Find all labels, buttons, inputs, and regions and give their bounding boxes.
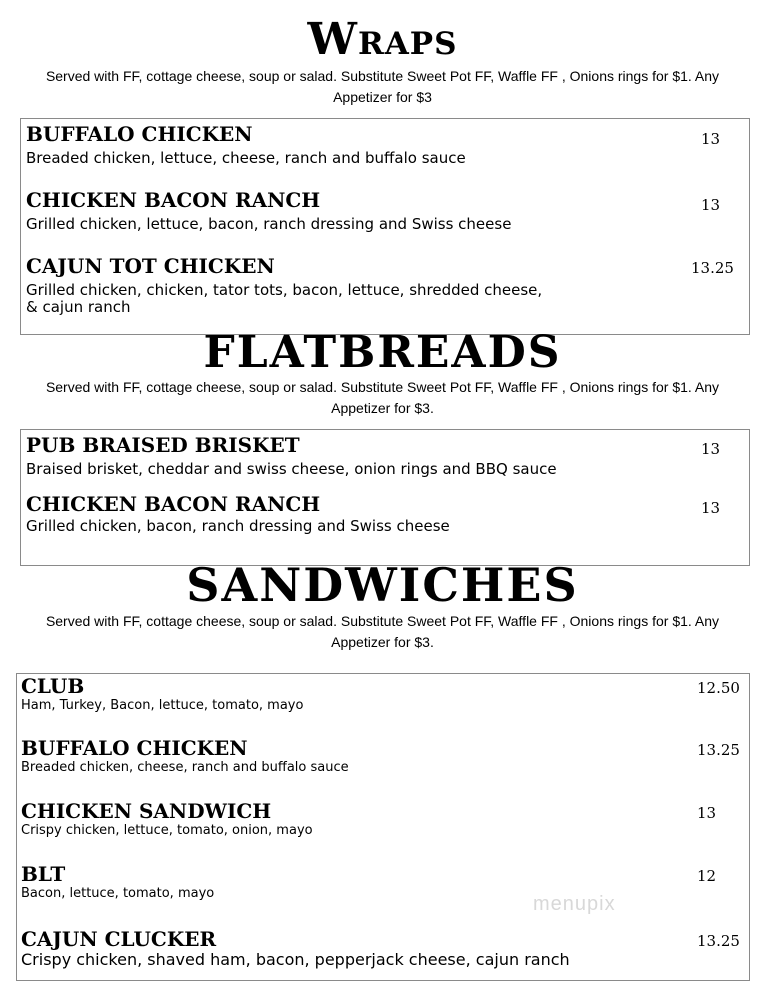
flatbreads-menu-box — [20, 429, 750, 566]
menupix-watermark: menupix — [533, 893, 616, 915]
item-price: 13 — [701, 196, 721, 214]
item-description: Crispy chicken, lettuce, tomato, onion, mayo — [21, 823, 313, 838]
item-description: Grilled chicken, lettuce, bacon, ranch dressing and Swiss cheese — [26, 215, 512, 233]
item-price: 13 — [701, 440, 721, 458]
sandwiches-subtitle: Served with FF, cottage cheese, soup or salad. Substitute Sweet Pot FF, Waffle FF , Onions rings for $1. Any Appetizer for $3. — [45, 613, 720, 650]
sandwiches-heading: SANDWICHES — [186, 558, 579, 612]
wraps-subtitle: Served with FF, cottage cheese, soup or salad. Substitute Sweet Pot FF, Waffle FF , Onions rings for $1. Any Appetizer for $3 — [45, 68, 720, 105]
item-name: BUFFALO CHICKEN — [21, 736, 248, 760]
item-description: Bacon, lettuce, tomato, mayo — [21, 886, 215, 901]
item-price: 12.50 — [697, 679, 740, 697]
item-price: 13.25 — [691, 259, 734, 277]
wraps-menu-box — [20, 118, 750, 335]
item-description-line2: & cajun ranch — [26, 298, 131, 316]
item-description: Crispy chicken, shaved ham, bacon, pepperjack cheese, cajun ranch — [21, 950, 570, 969]
flatbreads-subtitle: Served with FF, cottage cheese, soup or salad. Substitute Sweet Pot FF, Waffle FF , Onions rings for $1. Any Appetizer for $3. — [45, 379, 720, 416]
sandwiches-menu-box — [16, 673, 750, 981]
item-name: CLUB — [21, 674, 85, 698]
item-description: Ham, Turkey, Bacon, lettuce, tomato, mayo — [21, 698, 304, 713]
item-price: 12 — [697, 867, 717, 885]
item-name: PUB BRAISED BRISKET — [26, 433, 300, 457]
item-price: 13 — [701, 130, 721, 148]
item-description: Breaded chicken, lettuce, cheese, ranch and buffalo sauce — [26, 149, 466, 167]
item-description: Grilled chicken, chicken, tator tots, bacon, lettuce, shredded cheese, — [26, 281, 543, 299]
item-price: 13 — [701, 499, 721, 517]
item-price: 13.25 — [697, 741, 740, 759]
item-name: BUFFALO CHICKEN — [26, 122, 253, 146]
item-name: CHICKEN SANDWICH — [21, 799, 272, 823]
flatbreads-heading: FLATBREADS — [203, 327, 562, 378]
item-description: Grilled chicken, bacon, ranch dressing and Swiss cheese — [26, 517, 450, 535]
item-name: CAJUN TOT CHICKEN — [26, 254, 275, 278]
item-name: CHICKEN BACON RANCH — [26, 492, 321, 516]
item-price: 13.25 — [697, 932, 740, 950]
item-price: 13 — [697, 804, 717, 822]
item-name: CAJUN CLUCKER — [21, 927, 217, 951]
item-description: Breaded chicken, cheese, ranch and buffalo sauce — [21, 760, 349, 775]
item-name: CHICKEN BACON RANCH — [26, 188, 321, 212]
wraps-heading: Wraps — [307, 14, 458, 65]
item-name: BLT — [21, 862, 66, 886]
item-description: Braised brisket, cheddar and swiss cheese, onion rings and BBQ sauce — [26, 460, 557, 478]
